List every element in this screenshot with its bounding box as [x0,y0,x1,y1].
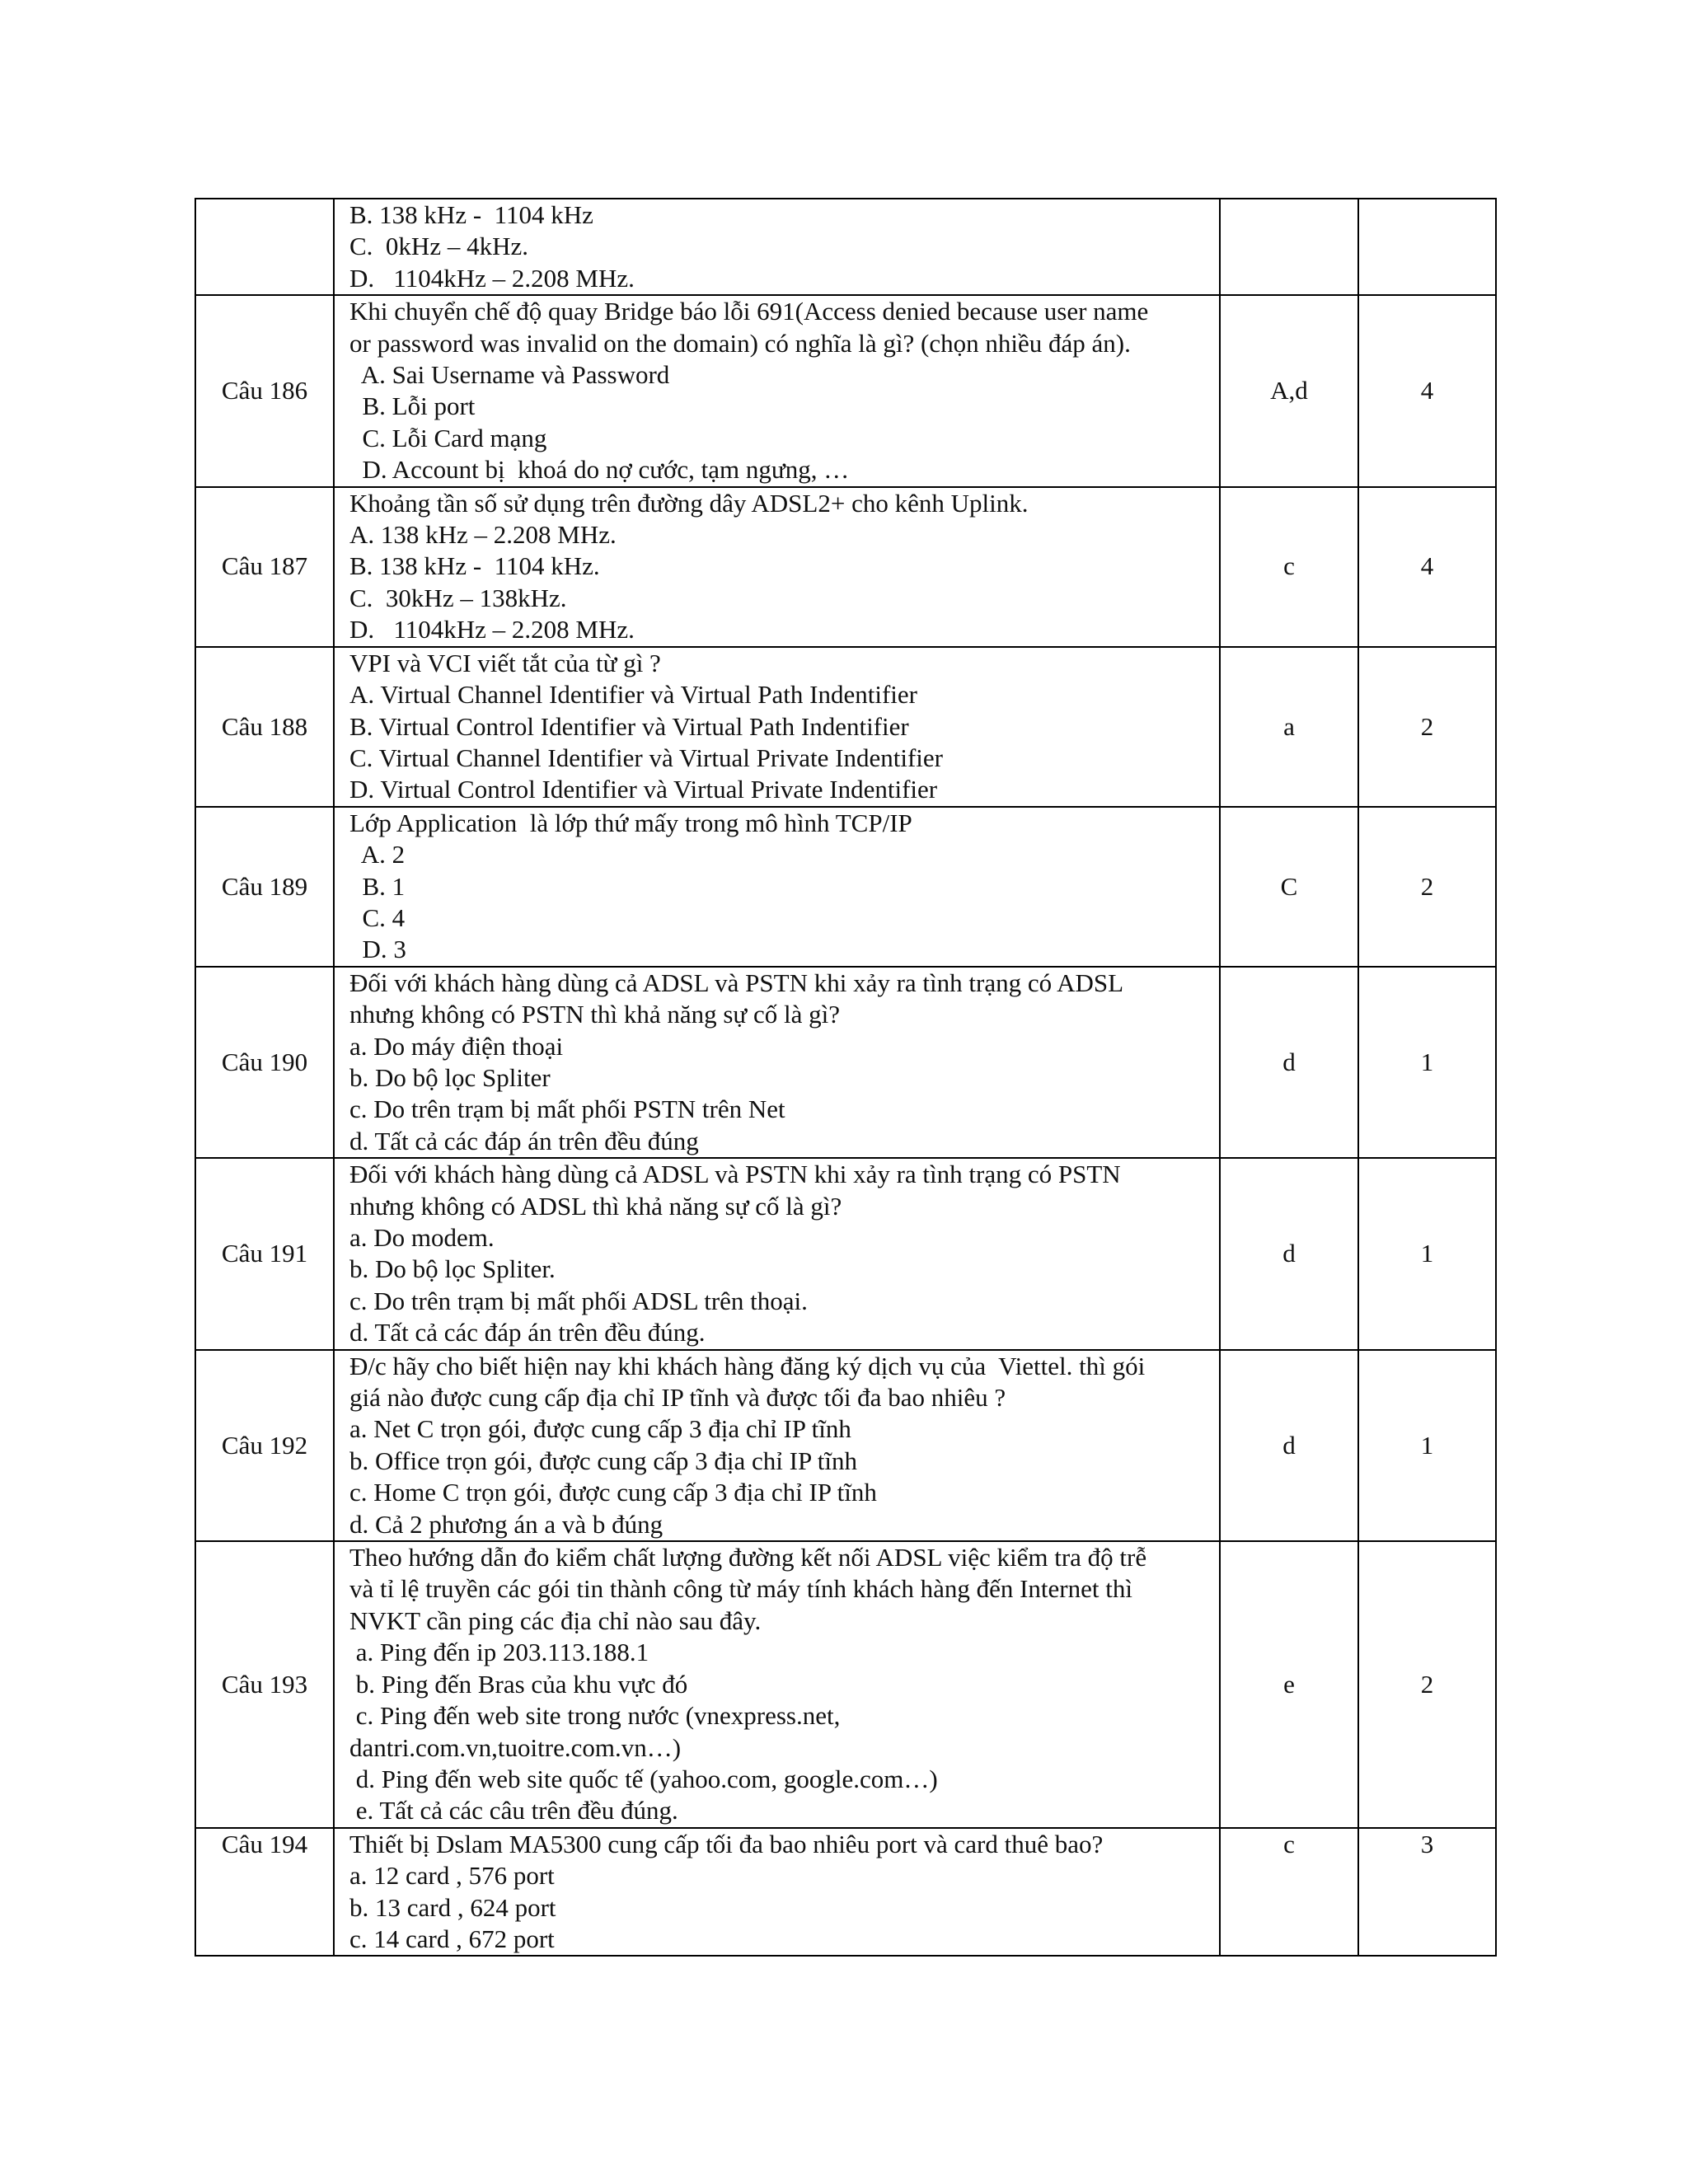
difficulty-level: 1 [1358,1158,1496,1349]
question-prompt-line: VPI và VCI viết tắt của từ gì ? [349,648,661,677]
answer-key: d [1220,1158,1358,1349]
question-number: Câu 188 [195,647,334,807]
question-option-line: b. Do bộ lọc Spliter [349,1062,551,1092]
question-option-line: c. 14 card , 672 port [349,1924,555,1953]
question-option-line: C. 4 [349,902,406,932]
question-content [334,967,1220,1158]
question-option-line: D. 1104kHz – 2.208 MHz. [349,263,635,293]
question-row [195,807,1496,967]
question-prompt-line: Đối với khách hàng dùng cả ADSL và PSTN khi xảy ra tình trạng có ADSL [349,968,1124,997]
answer-key: C [1220,807,1358,967]
question-table [195,198,1497,1957]
question-option-line: B. 138 kHz - 1104 kHz. [349,551,600,581]
question-option-line: D. 1104kHz – 2.208 MHz. [349,615,635,644]
question-option-line: d. Cả 2 phương án a và b đúng [349,1509,663,1539]
question-content [334,1350,1220,1541]
question-row [195,647,1496,807]
question-option-line: NVKT cần ping các địa chỉ nào sau đây. [349,1605,762,1635]
question-option-line: A. 138 kHz – 2.208 MHz. [349,520,617,550]
question-option-line: B. 1 [349,871,406,901]
question-content [334,295,1220,486]
difficulty-level: 4 [1358,487,1496,647]
question-number: Câu 191 [195,1158,334,1349]
question-option-line: D. Account bị khoá do nợ cước, tạm ngưng, … [349,455,850,485]
answer-key: a [1220,647,1358,807]
question-option-line: nhưng không có ADSL thì khả năng sự cố là gì? [349,1191,842,1221]
difficulty-level: 2 [1358,807,1496,967]
question-option-line: c. Do trên trạm bị mất phối ADSL trên thoại. [349,1286,808,1315]
difficulty-level: 2 [1358,647,1496,807]
difficulty-level: 1 [1358,1350,1496,1541]
question-option-line: A. Virtual Channel Identifier và Virtual Path Indentifier [349,680,917,710]
question-option-line: D. Virtual Control Identifier và Virtual Private Indentifier [349,775,938,804]
question-option-line: b. Do bộ lọc Spliter. [349,1254,556,1284]
answer-key: e [1220,1541,1358,1828]
question-option-line: nhưng không có PSTN thì khả năng sự cố là gì? [349,1000,840,1029]
question-option-line: d. Tất cả các đáp án trên đều đúng. [349,1318,706,1347]
difficulty-level: 2 [1358,1541,1496,1828]
question-option-line: b. Office trọn gói, được cung cấp 3 địa chỉ IP tĩnh [349,1446,858,1475]
question-option-line: B. Lỗi port [349,391,476,421]
question-option-line: b. 13 card , 624 port [349,1892,556,1922]
question-content [334,807,1220,967]
answer-key: c [1220,487,1358,647]
question-option-line: A. 2 [349,840,406,869]
question-prompt-line: Khi chuyển chế độ quay Bridge báo lỗi 691(Access denied because user name [349,297,1149,326]
question-option-line: a. Do modem. [349,1223,495,1252]
question-number: Câu 187 [195,487,334,647]
question-number: Câu 194 [195,1828,334,1957]
question-option-line: D. 3 [349,935,406,964]
question-number: Câu 192 [195,1350,334,1541]
question-number: Câu 189 [195,807,334,967]
question-prompt-line: Đối với khách hàng dùng cả ADSL và PSTN khi xảy ra tình trạng có PSTN [349,1160,1121,1189]
question-option-line: a. Ping đến ip 203.113.188.1 [349,1638,649,1667]
question-prompt-line: Theo hướng dẫn đo kiểm chất lượng đường kết nối ADSL việc kiểm tra độ trễ [349,1543,1147,1572]
difficulty-level: 1 [1358,967,1496,1158]
difficulty-level: 3 [1358,1828,1496,1957]
question-row [195,487,1496,647]
question-option-line: a. 12 card , 576 port [349,1861,555,1891]
question-number: Câu 186 [195,295,334,486]
question-prompt-line: Lớp Application là lớp thứ mấy trong mô hình TCP/IP [349,808,912,837]
question-content [334,199,1220,295]
question-content [334,1541,1220,1828]
question-option-line: c. Do trên trạm bị mất phối PSTN trên Net [349,1094,785,1124]
question-option-line: e. Tất cả các câu trên đều đúng. [349,1796,678,1825]
question-option-line: dantri.com.vn,tuoitre.com.vn…) [349,1732,682,1762]
question-prompt-line: B. 138 kHz - 1104 kHz [349,200,593,229]
difficulty-level [1358,199,1496,295]
question-row [195,199,1496,295]
question-option-line: d. Tất cả các đáp án trên đều đúng [349,1126,699,1155]
question-prompt-line: Đ/c hãy cho biết hiện nay khi khách hàng đăng ký dịch vụ của Viettel. thì gói [349,1351,1146,1380]
question-option-line: b. Ping đến Bras của khu vực đó [349,1669,688,1699]
question-option-line: B. Virtual Control Identifier và Virtual Path Indentifier [349,711,909,741]
question-row [195,967,1496,1158]
question-row [195,1828,1496,1957]
question-row [195,1158,1496,1349]
question-number: Câu 190 [195,967,334,1158]
question-table-body [195,199,1496,1956]
answer-key: A,d [1220,295,1358,486]
question-option-line: a. Net C trọn gói, được cung cấp 3 địa chỉ IP tĩnh [349,1414,851,1444]
question-content [334,647,1220,807]
question-option-line: A. Sai Username và Password [349,360,670,390]
question-option-line: giá nào được cung cấp địa chỉ IP tĩnh và được tối đa bao nhiêu ? [349,1383,1006,1413]
question-row [195,295,1496,486]
question-row [195,1350,1496,1541]
question-option-line: a. Do máy điện thoại [349,1031,564,1061]
question-content [334,487,1220,647]
difficulty-level: 4 [1358,295,1496,486]
question-option-line: d. Ping đến web site quốc tế (yahoo.com, google.com…) [349,1764,938,1793]
question-option-line: và tỉ lệ truyền các gói tin thành công từ máy tính khách hàng đến Internet thì [349,1574,1132,1604]
question-row [195,1541,1496,1828]
answer-key: d [1220,1350,1358,1541]
question-prompt-line: Khoảng tần số sử dụng trên đường dây ADSL2+ cho kênh Uplink. [349,488,1029,518]
question-prompt-line: Thiết bị Dslam MA5300 cung cấp tối đa bao nhiêu port và card thuê bao? [349,1829,1104,1858]
question-option-line: c. Ping đến web site trong nước (vnexpress.net, [349,1701,841,1731]
question-content [334,1158,1220,1349]
answer-key: c [1220,1828,1358,1957]
question-option-line: c. Home C trọn gói, được cung cấp 3 địa chỉ IP tĩnh [349,1478,877,1507]
question-number [195,199,334,295]
question-option-line: C. 0kHz – 4kHz. [349,232,528,261]
answer-key [1220,199,1358,295]
answer-key: d [1220,967,1358,1158]
question-number: Câu 193 [195,1541,334,1828]
question-content [334,1828,1220,1957]
question-option-line: C. 30kHz – 138kHz. [349,583,567,612]
question-option-line: or password was invalid on the domain) có nghĩa là gì? (chọn nhiều đáp án). [349,328,1131,358]
question-option-line: C. Lỗi Card mạng [349,423,547,452]
question-option-line: C. Virtual Channel Identifier và Virtual Private Indentifier [349,743,943,772]
